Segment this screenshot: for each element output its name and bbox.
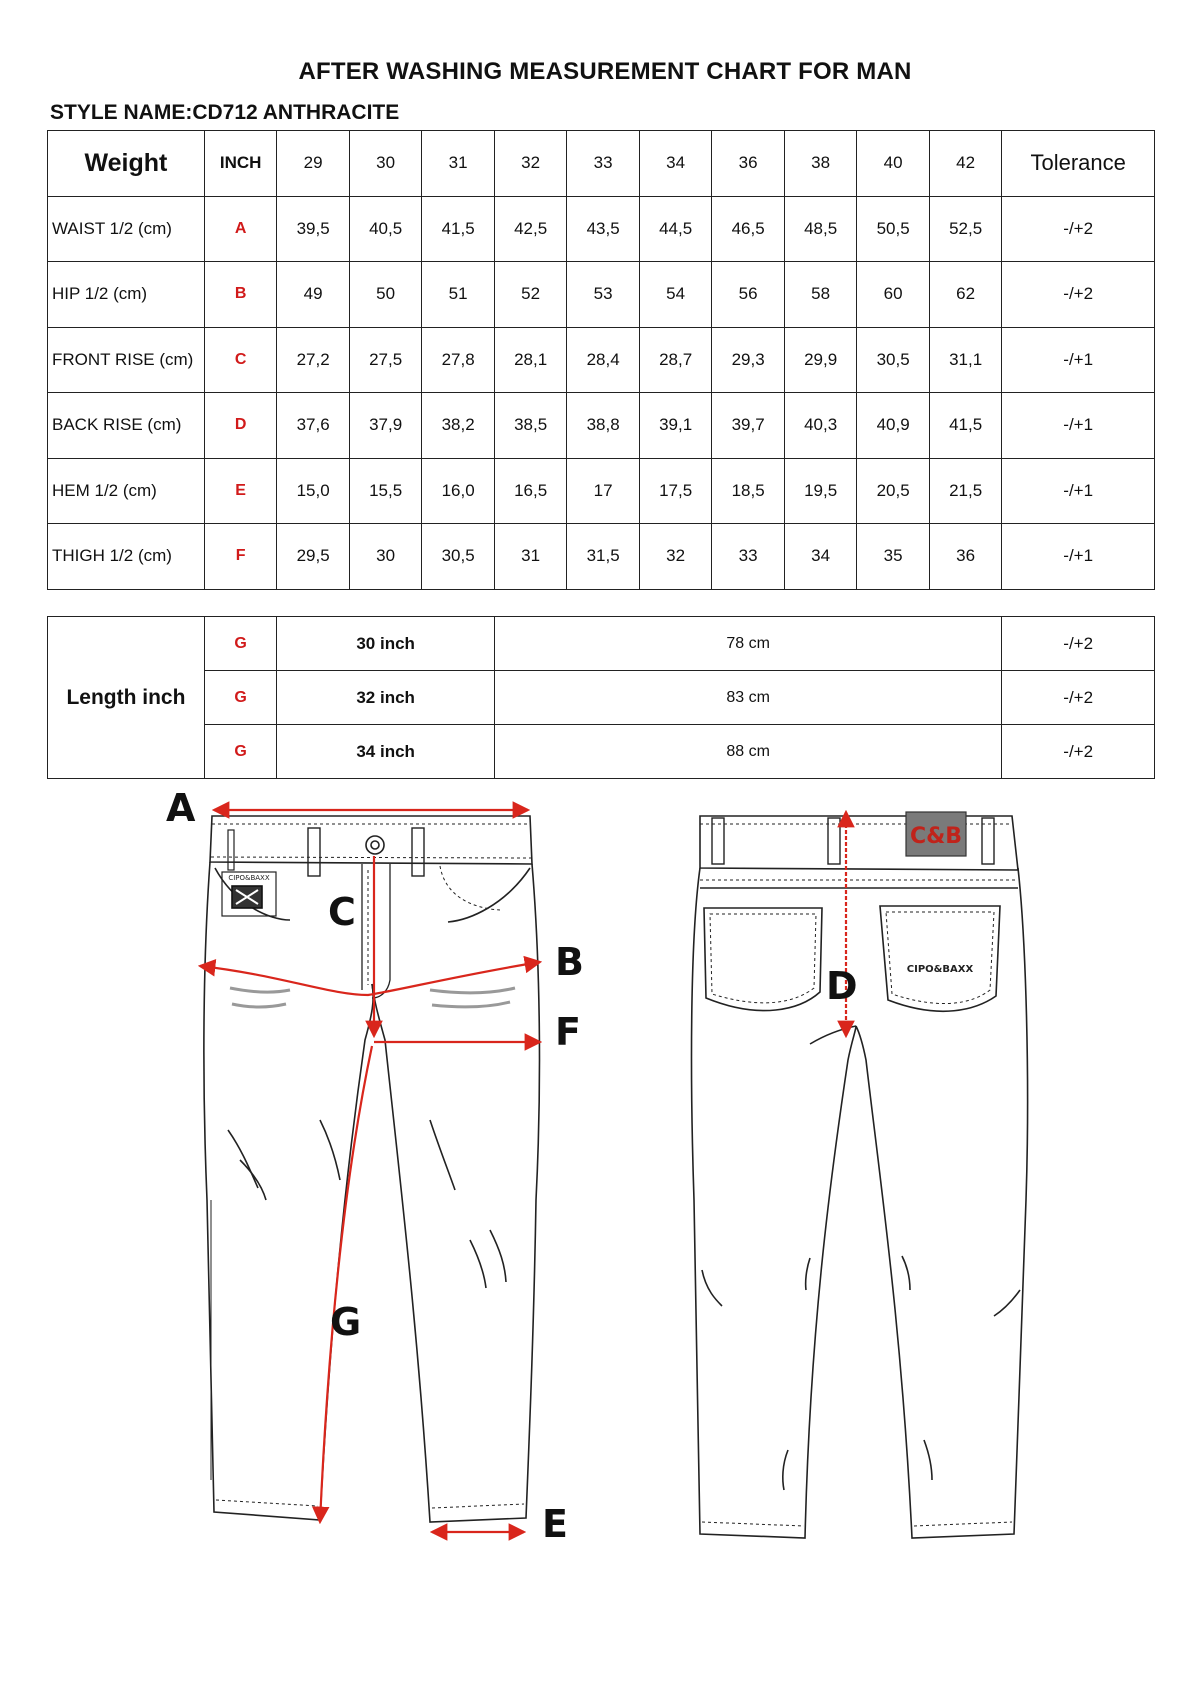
length-label: Length inch [48,617,205,779]
header-size: 42 [929,131,1002,197]
measurement-label: BACK RISE (cm) [48,393,205,459]
measurement-code: E [204,458,277,524]
measurement-value: 38,8 [567,393,640,459]
measurement-value: 20,5 [857,458,930,524]
measurement-value: 27,2 [277,327,350,393]
measurement-value: 30,5 [422,524,495,590]
measurement-value: 18,5 [712,458,785,524]
table-row [48,524,1155,590]
measurement-value: 15,0 [277,458,350,524]
measurement-value: 37,6 [277,393,350,459]
marker-e: E [542,1502,568,1546]
measurement-value: 33 [712,524,785,590]
length-row [48,725,1155,779]
measurement-value: 46,5 [712,196,785,262]
measurement-value: 56 [712,262,785,328]
measurement-value: 53 [567,262,640,328]
measurement-value: 40,3 [784,393,857,459]
back-view [692,816,1028,1538]
measurement-value: 54 [639,262,712,328]
measurement-label: FRONT RISE (cm) [48,327,205,393]
measurement-value: 60 [857,262,930,328]
jeans-technical-drawing [0,780,1200,1570]
length-inch: 34 inch [277,725,495,779]
measurement-value: 41,5 [929,393,1002,459]
measurement-value: 51 [422,262,495,328]
length-table [47,616,1155,779]
length-tolerance: -/+2 [1002,671,1155,725]
measurement-code: F [204,524,277,590]
measurement-value: 29,3 [712,327,785,393]
measurement-value: 21,5 [929,458,1002,524]
measurement-value: 17 [567,458,640,524]
cb-patch-text: C&B [909,824,963,849]
length-inch: 30 inch [277,617,495,671]
header-size: 29 [277,131,350,197]
measurement-value: 29,5 [277,524,350,590]
measurement-value: 34 [784,524,857,590]
measurement-tolerance: -/+1 [1002,327,1155,393]
length-code: G [204,617,277,671]
measurement-value: 31 [494,524,567,590]
measurement-value: 15,5 [349,458,422,524]
marker-b: B [555,940,584,984]
marker-a: A [166,786,196,830]
measurement-value: 41,5 [422,196,495,262]
measurement-value: 28,7 [639,327,712,393]
measurement-value: 44,5 [639,196,712,262]
measurement-value: 52,5 [929,196,1002,262]
table-row [48,393,1155,459]
measurement-value: 28,4 [567,327,640,393]
header-size: 36 [712,131,785,197]
measurement-value: 62 [929,262,1002,328]
front-view [204,816,540,1522]
length-row [48,671,1155,725]
measurement-value: 37,9 [349,393,422,459]
table-row [48,196,1155,262]
measurement-value: 31,1 [929,327,1002,393]
front-pocket-logo: CIPO&BAXX [228,874,270,882]
measurement-value: 42,5 [494,196,567,262]
measurement-value: 39,7 [712,393,785,459]
header-tolerance: Tolerance [1002,131,1155,197]
header-size: 31 [422,131,495,197]
measurement-value: 36 [929,524,1002,590]
header-size: 40 [857,131,930,197]
measurement-tolerance: -/+2 [1002,196,1155,262]
measurement-value: 30,5 [857,327,930,393]
measurement-value: 30 [349,524,422,590]
header-size: 30 [349,131,422,197]
measurement-tolerance: -/+1 [1002,524,1155,590]
measurement-value: 16,5 [494,458,567,524]
measurement-value: 29,9 [784,327,857,393]
length-cm: 83 cm [494,671,1002,725]
measurement-label: HIP 1/2 (cm) [48,262,205,328]
header-size: 33 [567,131,640,197]
measurement-value: 40,5 [349,196,422,262]
measurement-value: 39,5 [277,196,350,262]
length-code: G [204,725,277,779]
measurement-tolerance: -/+1 [1002,393,1155,459]
measurement-code: A [204,196,277,262]
back-pocket-logo: CIPO&BAXX [906,964,974,975]
measurement-value: 58 [784,262,857,328]
style-name: STYLE NAME:CD712 ANTHRACITE [50,101,400,124]
measurement-code: C [204,327,277,393]
marker-f: F [555,1010,581,1054]
marker-c: C [328,890,356,934]
measurement-value: 50 [349,262,422,328]
length-cm: 78 cm [494,617,1002,671]
measurement-value: 48,5 [784,196,857,262]
cb-patch [906,812,966,856]
measurement-value: 32 [639,524,712,590]
length-row [48,617,1155,671]
marker-g: G [330,1300,362,1344]
length-inch: 32 inch [277,671,495,725]
measurement-value: 39,1 [639,393,712,459]
measurement-value: 17,5 [639,458,712,524]
table-row [48,262,1155,328]
measurement-value: 31,5 [567,524,640,590]
measurement-value: 16,0 [422,458,495,524]
header-size: 34 [639,131,712,197]
measurement-value: 28,1 [494,327,567,393]
measurement-label: THIGH 1/2 (cm) [48,524,205,590]
table-row [48,458,1155,524]
measurement-label: HEM 1/2 (cm) [48,458,205,524]
measurement-value: 27,8 [422,327,495,393]
measurement-code: D [204,393,277,459]
measurement-value: 43,5 [567,196,640,262]
measurement-value: 38,5 [494,393,567,459]
table-header-row [48,131,1155,197]
page-title: AFTER WASHING MEASUREMENT CHART FOR MAN [298,58,912,85]
measurement-value: 50,5 [857,196,930,262]
measurement-label: WAIST 1/2 (cm) [48,196,205,262]
measurement-value: 38,2 [422,393,495,459]
measurement-value: 19,5 [784,458,857,524]
size-measurement-table [47,130,1155,590]
length-code: G [204,671,277,725]
measurement-value: 35 [857,524,930,590]
table-row [48,327,1155,393]
length-cm: 88 cm [494,725,1002,779]
measurement-tolerance: -/+1 [1002,458,1155,524]
header-size: 38 [784,131,857,197]
length-tolerance: -/+2 [1002,617,1155,671]
length-tolerance: -/+2 [1002,725,1155,779]
header-weight: Weight [48,131,205,197]
measurement-value: 49 [277,262,350,328]
measurement-value: 40,9 [857,393,930,459]
measurement-value: 52 [494,262,567,328]
header-size: 32 [494,131,567,197]
measurement-value: 27,5 [349,327,422,393]
header-inch: INCH [204,131,277,197]
measurement-tolerance: -/+2 [1002,262,1155,328]
marker-d: D [826,964,858,1008]
measurement-code: B [204,262,277,328]
